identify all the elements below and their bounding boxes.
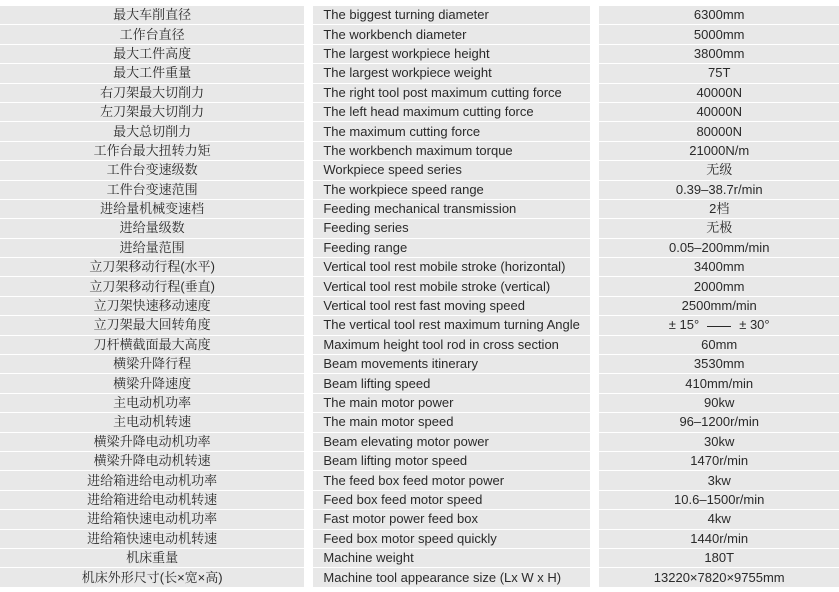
parameter-value: 3400mm [599, 258, 839, 277]
parameter-cn: 机床重量 [0, 549, 313, 568]
parameter-en: The feed box feed motor power [313, 471, 599, 490]
parameter-value: 1440r/min [599, 530, 839, 549]
parameter-cn: 最大总切削力 [0, 122, 313, 141]
parameter-value: 3kw [599, 471, 839, 490]
parameter-cn: 工作台直径 [0, 25, 313, 44]
range-dash [707, 326, 731, 327]
table-row [0, 6, 839, 25]
parameter-en: The vertical tool rest maximum turning Angle [313, 316, 599, 335]
parameter-value: 80000N [599, 122, 839, 141]
table-row [0, 84, 839, 103]
parameter-en: Vertical tool rest fast moving speed [313, 297, 599, 316]
parameter-en: Beam lifting speed [313, 374, 599, 393]
parameter-value: 2000mm [599, 277, 839, 296]
parameter-cn: 进给量级数 [0, 219, 313, 238]
parameter-cn: 工件台变速级数 [0, 161, 313, 180]
table-row [0, 530, 839, 549]
parameter-en: Workpiece speed series [313, 161, 599, 180]
parameter-en: Feeding range [313, 239, 599, 258]
parameter-cn: 进给箱快速电动机功率 [0, 510, 313, 529]
parameter-value: 1470r/min [599, 452, 839, 471]
parameter-en: Feeding series [313, 219, 599, 238]
parameter-cn: 主电动机功率 [0, 394, 313, 413]
table-row [0, 510, 839, 529]
table-row [0, 549, 839, 568]
parameter-en: The largest workpiece weight [313, 64, 599, 83]
parameter-en: Feeding mechanical transmission [313, 200, 599, 219]
table-row [0, 355, 839, 374]
parameter-value: 21000N/m [599, 142, 839, 161]
parameter-value: 0.39–38.7r/min [599, 181, 839, 200]
parameter-en: The maximum cutting force [313, 122, 599, 141]
parameter-en: Vertical tool rest mobile stroke (vertical) [313, 277, 599, 296]
angle-min: ± 15° [668, 317, 700, 333]
table-row [0, 394, 839, 413]
table-row [0, 64, 839, 83]
table-row [0, 413, 839, 432]
angle-max: ± 30° [739, 317, 770, 333]
table-row [0, 200, 839, 219]
table-row [0, 45, 839, 64]
parameter-en: Fast motor power feed box [313, 510, 599, 529]
parameter-cn: 立刀架移动行程(垂直) [0, 277, 313, 296]
parameter-cn: 工作台最大扭转力矩 [0, 142, 313, 161]
parameter-cn: 横梁升降电动机功率 [0, 433, 313, 452]
parameter-cn: 横梁升降行程 [0, 355, 313, 374]
parameter-cn: 机床外形尺寸(长×宽×高) [0, 568, 313, 587]
parameter-en: Beam movements itinerary [313, 355, 599, 374]
table-row [0, 239, 839, 258]
parameter-value: 410mm/min [599, 374, 839, 393]
parameter-value: 30kw [599, 433, 839, 452]
parameter-en: The workbench diameter [313, 25, 599, 44]
parameter-cn: 进给箱进给电动机转速 [0, 491, 313, 510]
parameter-en: The largest workpiece height [313, 45, 599, 64]
parameter-cn: 工件台变速范围 [0, 181, 313, 200]
parameter-cn: 进给量机械变速档 [0, 200, 313, 219]
table-row [0, 277, 839, 296]
parameter-en: Vertical tool rest mobile stroke (horizontal) [313, 258, 599, 277]
table-row [0, 433, 839, 452]
table-row [0, 336, 839, 355]
parameter-en: Beam elevating motor power [313, 433, 599, 452]
parameter-value: 180T [599, 549, 839, 568]
table-row [0, 452, 839, 471]
parameter-en: Machine tool appearance size (Lx W x H) [313, 568, 599, 587]
parameter-value: 3800mm [599, 45, 839, 64]
table-row [0, 142, 839, 161]
table-row [0, 471, 839, 490]
parameter-cn: 进给箱进给电动机功率 [0, 471, 313, 490]
parameter-value [599, 316, 839, 335]
parameter-en: Machine weight [313, 549, 599, 568]
parameter-en: The left head maximum cutting force [313, 103, 599, 122]
parameter-en: Feed box feed motor speed [313, 491, 599, 510]
spec-rows [0, 6, 839, 588]
table-row [0, 316, 839, 335]
parameter-value: 6300mm [599, 6, 839, 25]
parameter-value: 4kw [599, 510, 839, 529]
table-row [0, 161, 839, 180]
parameter-value: 40000N [599, 84, 839, 103]
parameter-value: 40000N [599, 103, 839, 122]
parameter-value: 2档 [599, 200, 839, 219]
parameter-cn: 最大工件高度 [0, 45, 313, 64]
parameter-value: 3530mm [599, 355, 839, 374]
parameter-en: The right tool post maximum cutting force [313, 84, 599, 103]
parameter-en: The main motor speed [313, 413, 599, 432]
parameter-cn: 立刀架移动行程(水平) [0, 258, 313, 277]
table-row [0, 297, 839, 316]
parameter-cn: 左刀架最大切削力 [0, 103, 313, 122]
table-row [0, 491, 839, 510]
parameter-en: The workpiece speed range [313, 181, 599, 200]
parameter-value: 75T [599, 64, 839, 83]
parameter-en: Maximum height tool rod in cross section [313, 336, 599, 355]
table-row [0, 374, 839, 393]
parameter-value: 2500mm/min [599, 297, 839, 316]
parameter-value: 无极 [599, 219, 839, 238]
table-row [0, 181, 839, 200]
table-row [0, 25, 839, 44]
parameter-cn: 主电动机转速 [0, 413, 313, 432]
parameter-en: Beam lifting motor speed [313, 452, 599, 471]
parameter-value: 无级 [599, 161, 839, 180]
parameter-cn: 进给箱快速电动机转速 [0, 530, 313, 549]
parameter-value: 13220×7820×9755mm [599, 568, 839, 587]
parameter-cn: 立刀架最大回转角度 [0, 316, 313, 335]
parameter-value: 90kw [599, 394, 839, 413]
table-row [0, 258, 839, 277]
table-row [0, 568, 839, 587]
table-row [0, 103, 839, 122]
parameter-en: The biggest turning diameter [313, 6, 599, 25]
parameter-cn: 横梁升降速度 [0, 374, 313, 393]
parameter-cn: 最大工件重量 [0, 64, 313, 83]
parameter-en: The main motor power [313, 394, 599, 413]
table-row [0, 122, 839, 141]
parameter-cn: 横梁升降电动机转速 [0, 452, 313, 471]
parameter-cn: 右刀架最大切削力 [0, 84, 313, 103]
parameter-cn: 刀杆横截面最大高度 [0, 336, 313, 355]
parameter-cn: 立刀架快速移动速度 [0, 297, 313, 316]
parameter-value: 5000mm [599, 25, 839, 44]
parameter-value: 0.05–200mm/min [599, 239, 839, 258]
table-row [0, 219, 839, 238]
parameter-cn: 最大车削直径 [0, 6, 313, 25]
parameter-en: Feed box motor speed quickly [313, 530, 599, 549]
parameter-cn: 进给量范围 [0, 239, 313, 258]
parameter-value: 10.6–1500r/min [599, 491, 839, 510]
parameter-en: The workbench maximum torque [313, 142, 599, 161]
spec-table [0, 6, 839, 588]
parameter-value: 60mm [599, 336, 839, 355]
parameter-value: 96–1200r/min [599, 413, 839, 432]
